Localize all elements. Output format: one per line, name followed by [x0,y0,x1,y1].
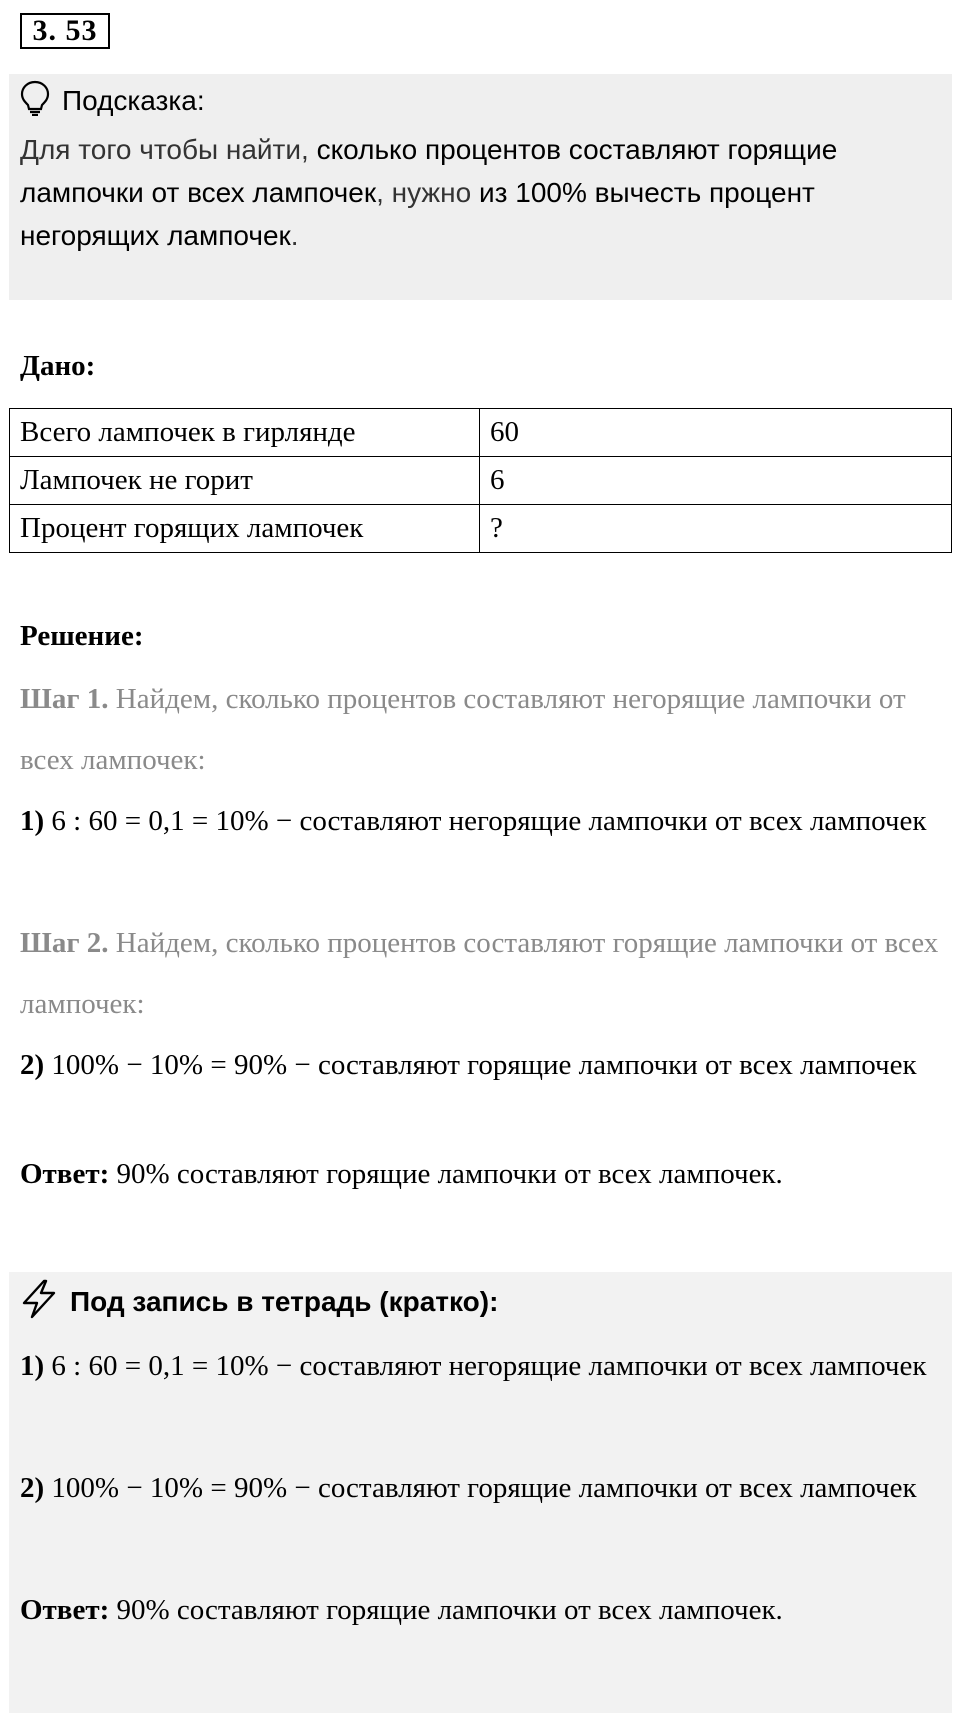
notes-line-1-text: 6 : 60 = 0,1 = 10% − составляют негорящие лампочки от всех лампочек [44,1350,927,1382]
solution-line-1-num: 1) [20,805,45,837]
notes-answer-label: Ответ: [20,1594,110,1626]
hint-part-5: . [290,220,299,251]
table-row [10,505,952,553]
hint-title-text: Подсказка: [62,85,205,116]
lightning-icon [20,1279,70,1326]
notes-line-1 [20,1336,945,1397]
notes-line-2-num: 2) [20,1472,45,1504]
table-row [10,457,952,505]
hint-part-1: Для того чтобы найти, [20,134,317,165]
notes-answer [20,1580,945,1641]
given-name-cell: Процент горящих лампочек [10,505,480,553]
solution-line-2-num: 2) [20,1049,45,1081]
given-table [9,408,952,553]
lightbulb-icon [20,80,62,123]
hint-text [20,128,945,257]
step-1-label: Шаг 1. [20,683,109,715]
step-2-label: Шаг 2. [20,927,109,959]
hint-title [20,84,205,118]
notes-title [20,1280,498,1324]
hint-part-3: , нужно [376,177,479,208]
solution-line-1-text: 6 : 60 = 0,1 = 10% − составляют негорящие лампочки от всех лампочек [44,805,927,837]
task-number: 3. 53 [20,13,110,49]
solution-line-2 [20,1035,945,1096]
step-2 [20,913,945,1035]
step-1 [20,669,945,791]
given-value-cell: 6 [480,457,952,505]
table-row [10,409,952,457]
notes-line-2 [20,1458,945,1519]
hint-part-4: из 100% вычесть процент негорящих лампочек [20,177,815,251]
notes-title-text: Под запись в тетрадь (кратко): [70,1286,499,1317]
hint-part-2: сколько процентов составляют горящие лампочки от всех лампочек [20,134,838,208]
solution-answer-label: Ответ: [20,1158,110,1190]
solution-answer [20,1144,945,1205]
step-1-text: Найдем, сколько процентов составляют негорящие лампочки от всех лампочек: [20,683,906,776]
notes-line-2-text: 100% − 10% = 90% − составляют горящие лампочки от всех лампочек [44,1472,917,1504]
solution-line-1 [20,791,945,852]
given-value-cell: 60 [480,409,952,457]
notes-answer-text: 90% составляют горящие лампочки от всех лампочек. [109,1594,783,1626]
step-2-text: Найдем, сколько процентов составляют горящие лампочки от всех лампочек: [20,927,939,1020]
solution-label: Решение: [20,620,144,652]
solution-line-2-text: 100% − 10% = 90% − составляют горящие лампочки от всех лампочек [44,1049,917,1081]
given-label: Дано: [20,350,96,382]
given-name-cell: Всего лампочек в гирлянде [10,409,480,457]
notes-line-1-num: 1) [20,1350,45,1382]
given-name-cell: Лампочек не горит [10,457,480,505]
solution-answer-text: 90% составляют горящие лампочки от всех лампочек. [109,1158,783,1190]
given-value-cell: ? [480,505,952,553]
